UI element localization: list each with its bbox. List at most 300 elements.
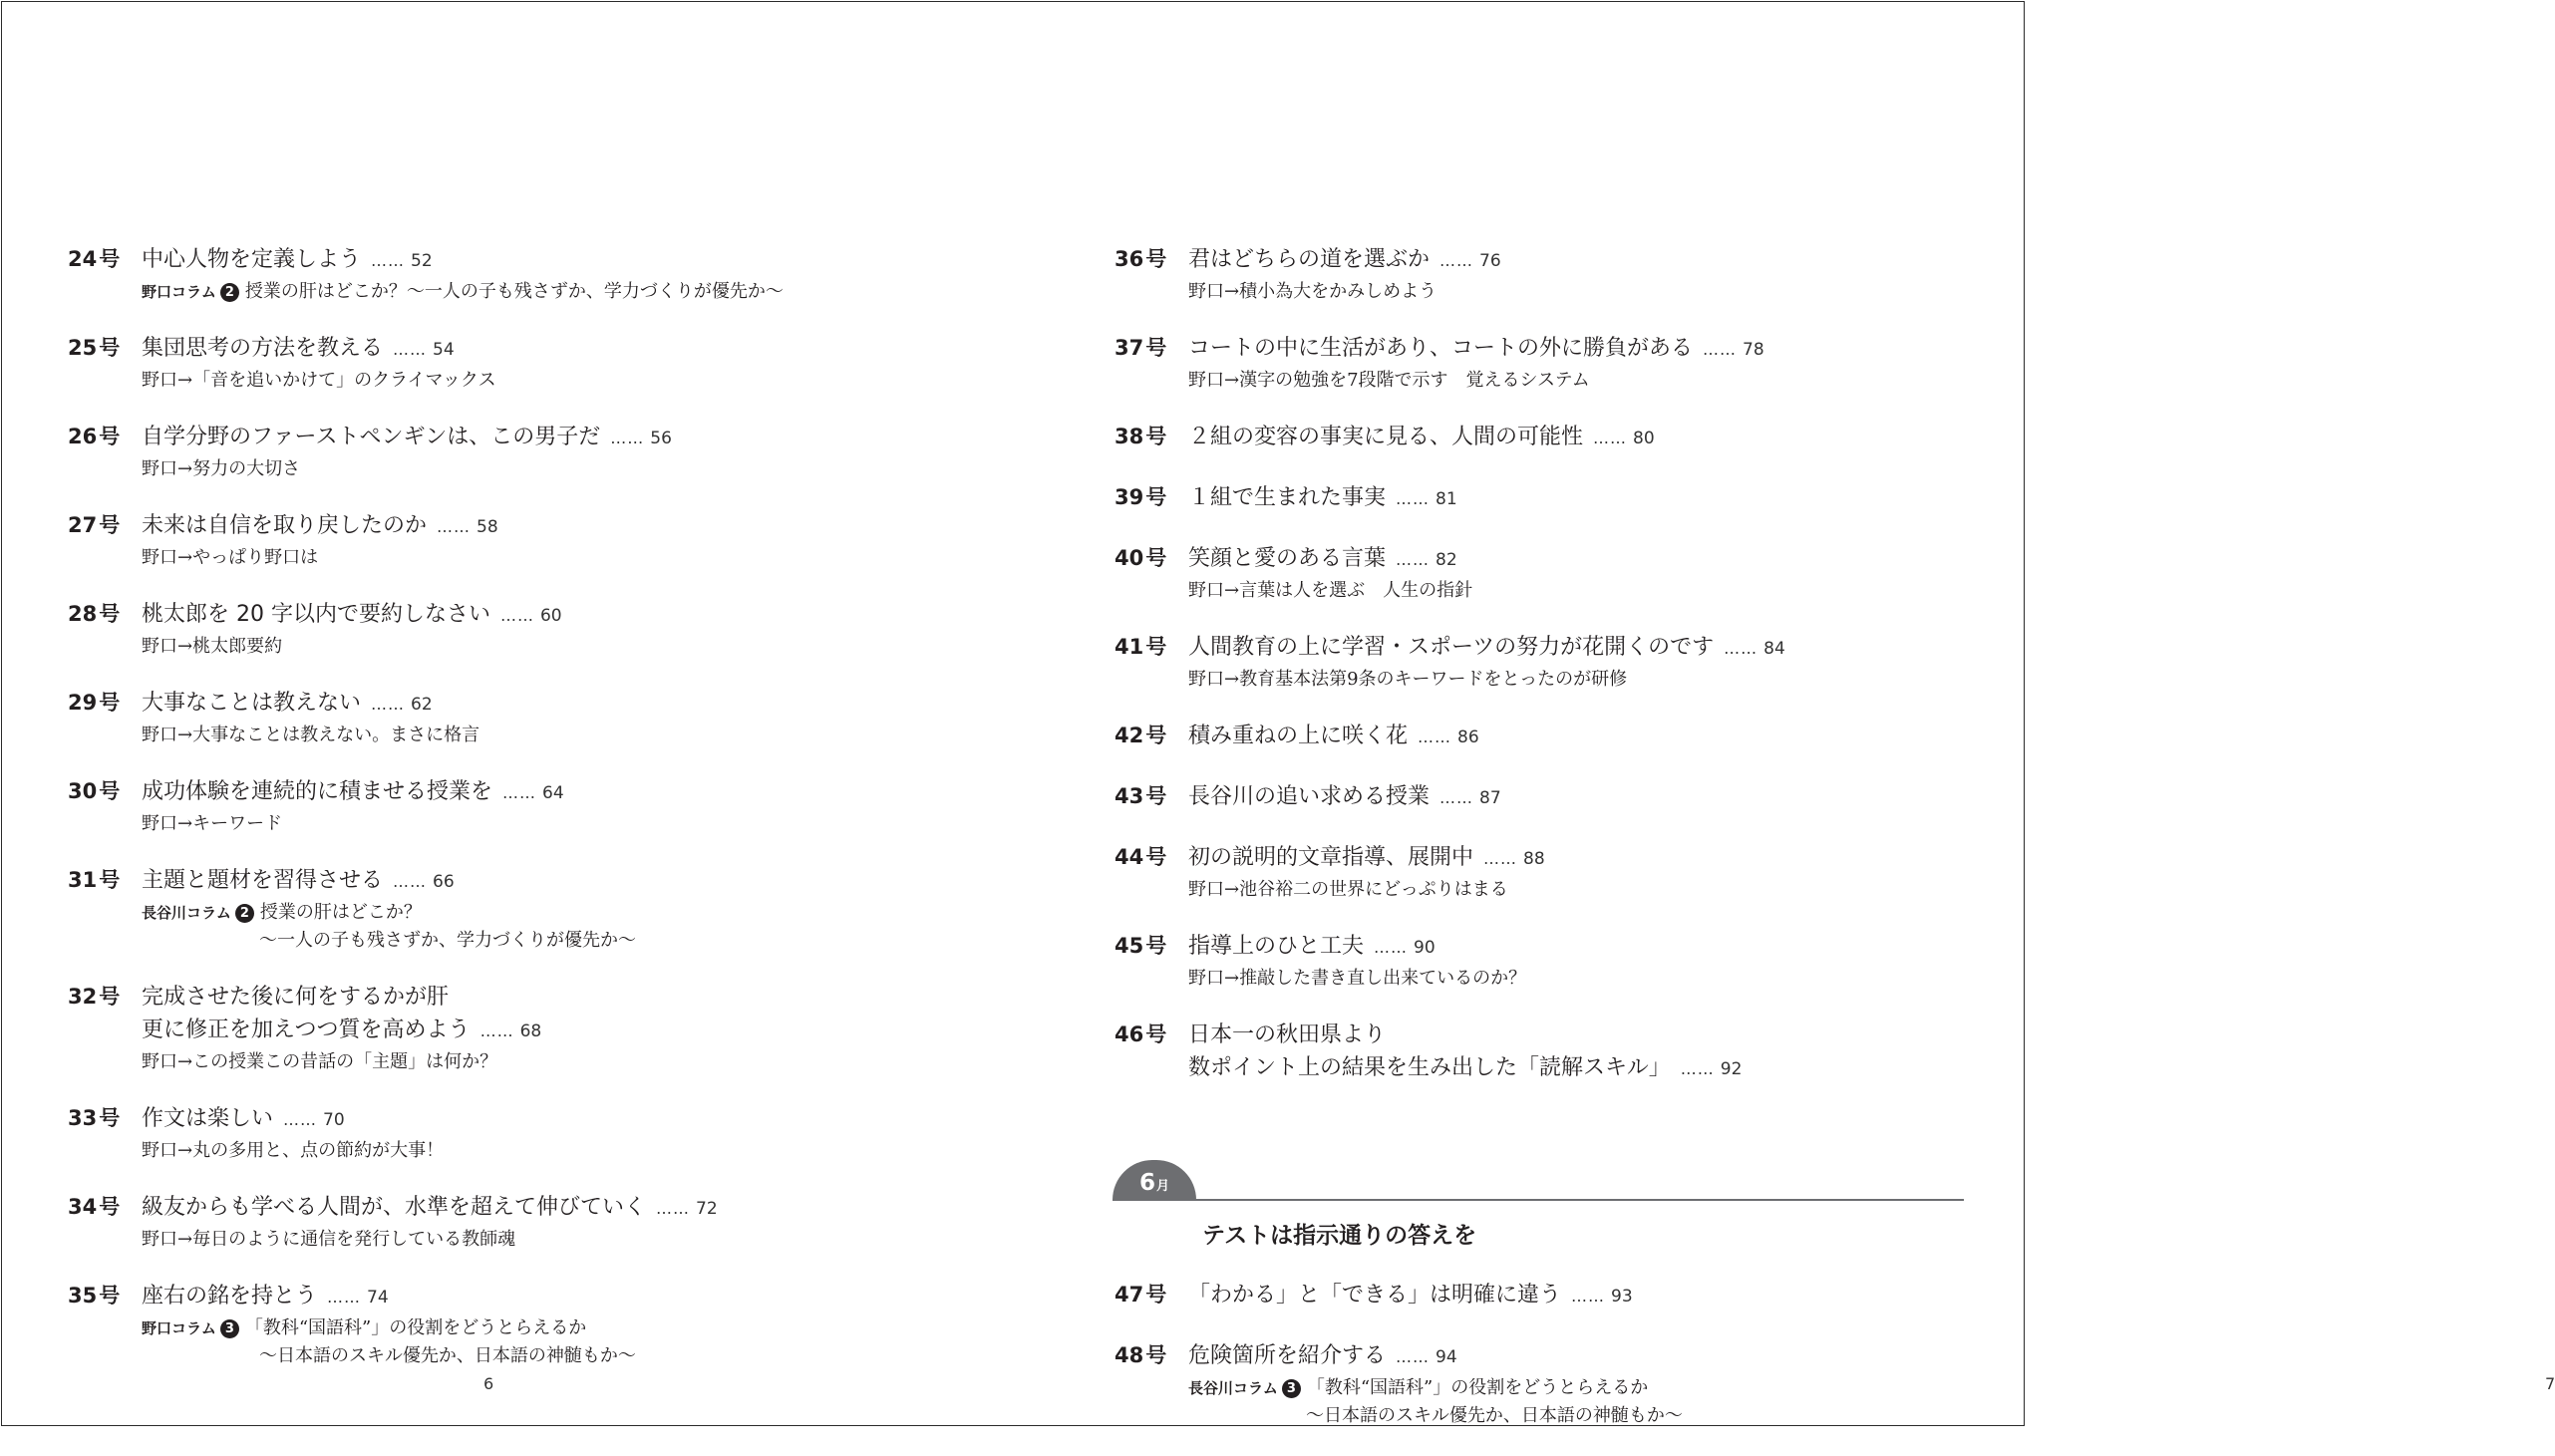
entry-note (1188, 278, 2012, 306)
month-number: 6 (1138, 1170, 1155, 1196)
issue-number (1115, 481, 1188, 514)
entry-page-ref (1473, 845, 1545, 870)
toc-entry-head (68, 981, 985, 1048)
entry-page-ref (1561, 1283, 1633, 1308)
issue-suffix: 号 (1145, 934, 1167, 958)
issue-suffix: 号 (1145, 845, 1167, 869)
toc-column-right (1115, 243, 2012, 1456)
entry-title-block (142, 1102, 345, 1137)
entry-title-block (1188, 243, 1501, 278)
entry-page-ref (1714, 635, 1785, 660)
issue-number (68, 775, 142, 808)
leader-dots: …… (437, 517, 472, 536)
issue-number (1115, 421, 1188, 453)
toc-entry-head (1115, 780, 2012, 815)
page-number: 52 (411, 251, 433, 271)
leader-dots: …… (502, 783, 537, 802)
entry-title-block (1188, 542, 1457, 577)
issue-number-value: 24 (68, 247, 98, 271)
leader-dots: …… (393, 340, 428, 359)
issue-number-value: 33 (68, 1106, 98, 1130)
leader-dots: …… (1483, 849, 1518, 868)
page-folio-right: 7 (2545, 1374, 2555, 1393)
toc-entry-head (1115, 1019, 2012, 1086)
issue-number (68, 332, 142, 365)
entry-page-ref (1386, 485, 1457, 510)
column-label: 野口コラム (142, 1319, 216, 1337)
issue-suffix: 号 (1145, 546, 1167, 570)
issue-number-value: 40 (1115, 546, 1144, 570)
month-title: テストは指示通りの答えを (1202, 1223, 1477, 1249)
note-text: 「教科“国語科”」の役割をどうとらえるか (244, 1317, 587, 1338)
page-number: 76 (1479, 251, 1501, 271)
issue-number-value: 26 (68, 425, 98, 448)
issue-suffix: 号 (1145, 485, 1167, 509)
toc-entry (1115, 1339, 2012, 1430)
entry-page-ref (361, 691, 433, 716)
issue-number (1115, 1339, 1188, 1372)
issue-number-value: 44 (1115, 845, 1144, 869)
leader-dots: …… (610, 429, 645, 447)
page-number: 74 (367, 1288, 389, 1308)
page-number: 68 (519, 1021, 542, 1041)
page-number: 66 (433, 872, 455, 892)
entry-title: 人間教育の上に学習・スポーツの努力が花開くのです …… 84 (1188, 635, 1785, 660)
entry-note (142, 810, 985, 838)
issue-suffix: 号 (1145, 1022, 1167, 1046)
entry-title-block (142, 243, 433, 278)
leader-dots: …… (1593, 429, 1628, 447)
issue-number-value: 32 (68, 985, 98, 1009)
toc-entry (68, 243, 985, 306)
entry-title-block (142, 509, 498, 544)
toc-entry (68, 509, 985, 572)
note-text: 野口→「音を追いかけて」のクライマックス (142, 370, 496, 391)
issue-suffix: 号 (1145, 635, 1167, 659)
leader-dots: …… (1396, 550, 1431, 569)
issue-number-value: 46 (1115, 1022, 1144, 1046)
entry-title: 君はどちらの道を選ぶか …… 76 (1188, 247, 1501, 272)
column-label: 長谷川コラム (1188, 1379, 1278, 1397)
toc-entry (1115, 243, 2012, 306)
month-divider (1113, 1199, 1964, 1201)
toc-entry (68, 332, 985, 395)
entry-title: 集団思考の方法を教える …… 54 (142, 336, 455, 361)
entry-title: 「わかる」と「できる」は明確に違う …… 93 (1188, 1283, 1633, 1308)
entry-note (1188, 666, 2012, 694)
entry-title: 笑顔と愛のある言葉 …… 82 (1188, 546, 1457, 571)
entry-title: コートの中に生活があり、コートの外に勝負がある …… 78 (1188, 336, 1764, 361)
issue-suffix: 号 (1145, 425, 1167, 448)
issue-number (1115, 930, 1188, 963)
leader-dots: …… (393, 872, 428, 891)
toc-entry (68, 687, 985, 749)
entry-title-block (1188, 1339, 1457, 1374)
issue-number (68, 864, 142, 897)
issue-number (68, 421, 142, 453)
page-number: 58 (477, 517, 498, 537)
note-text: 野口→キーワード (142, 813, 283, 834)
entry-page-ref (273, 1106, 345, 1131)
issue-number (1115, 1019, 1188, 1051)
entry-page-ref (383, 868, 455, 893)
issue-suffix: 号 (1145, 336, 1167, 360)
entry-title-block (1188, 481, 1457, 516)
entry-page-ref (490, 602, 562, 627)
toc-entry-head (1115, 1339, 2012, 1374)
issue-suffix: 号 (99, 1106, 121, 1130)
note-text: 野口→この授業この昔話の「主題」は何か？ (142, 1051, 498, 1072)
issue-number-value: 36 (1115, 247, 1144, 271)
issue-number-value: 39 (1115, 485, 1144, 509)
issue-suffix: 号 (1145, 784, 1167, 808)
entry-page-ref (471, 1018, 542, 1042)
month-unit: 月 (1156, 1179, 1170, 1194)
issue-number (68, 243, 142, 276)
issue-suffix: 号 (1145, 724, 1167, 747)
issue-suffix: 号 (1145, 1343, 1167, 1367)
note-text: 「教科“国語科”」の役割をどうとらえるか (1306, 1377, 1649, 1398)
issue-number-value: 42 (1115, 724, 1144, 747)
issue-number (1115, 841, 1188, 874)
entry-page-ref (383, 336, 455, 361)
entry-title: 長谷川の追い求める授業 …… 87 (1188, 784, 1501, 809)
issue-number-value: 31 (68, 868, 98, 892)
column-label: 長谷川コラム (142, 904, 231, 922)
toc-entry (1115, 1019, 2012, 1086)
issue-suffix: 号 (99, 691, 121, 715)
note-text-continued: 〜一人の子も残さずか、学力づくりが優先か〜 (259, 930, 636, 951)
entry-title: 級友からも学べる人間が、水準を超えて伸びていく …… 72 (142, 1195, 718, 1220)
page-number: 78 (1743, 340, 1764, 360)
toc-entry (68, 981, 985, 1076)
entry-note (142, 544, 985, 572)
entry-title-block (1188, 930, 1436, 965)
toc-entry (1115, 481, 2012, 516)
entry-title-line-2: 更に修正を加えつつ質を高めよう …… 68 (142, 1018, 542, 1042)
note-text: 授業の肝はどこか？ (259, 902, 422, 923)
page-number: 82 (1436, 550, 1457, 570)
toc-entry-head (1115, 481, 2012, 516)
leader-dots: …… (1374, 938, 1409, 957)
issue-number-value: 48 (1115, 1343, 1144, 1367)
issue-number-value: 29 (68, 691, 98, 715)
toc-entry (68, 421, 985, 483)
toc-entry-head (1115, 421, 2012, 455)
leader-dots: …… (479, 1021, 514, 1040)
entry-title: 主題と題材を習得させる …… 66 (142, 868, 455, 893)
issue-suffix: 号 (99, 985, 121, 1009)
toc-entry-head (68, 775, 985, 810)
circled-number-icon: 2 (220, 283, 239, 302)
leader-dots: …… (1439, 788, 1474, 807)
toc-entry (1115, 720, 2012, 754)
toc-entry (68, 598, 985, 661)
entry-title-block (142, 421, 672, 455)
column-label: 野口コラム (142, 283, 216, 301)
note-text: 野口→漢字の勉強を7段階で示す 覚えるシステム (1188, 370, 1590, 391)
page-number: 84 (1763, 639, 1785, 659)
entry-title: 日本一の秋田県より (1188, 1022, 1387, 1047)
leader-dots: …… (499, 606, 534, 625)
entry-note (1188, 577, 2012, 605)
issue-suffix: 号 (99, 1195, 121, 1219)
entry-page-ref (1430, 784, 1501, 809)
entry-page-ref (600, 425, 672, 449)
issue-number-value: 25 (68, 336, 98, 360)
toc-entry-head (68, 1191, 985, 1226)
entry-note (1188, 1374, 2012, 1430)
toc-entry (1115, 421, 2012, 455)
leader-dots: …… (1680, 1059, 1715, 1078)
issue-number (1115, 332, 1188, 365)
page-number: 86 (1457, 728, 1479, 747)
page-number: 60 (539, 606, 562, 626)
toc-entry (1115, 332, 2012, 395)
leader-dots: …… (1396, 1347, 1431, 1366)
toc-entry-head (1115, 631, 2012, 666)
entry-title-block (1188, 332, 1764, 367)
page-number: 90 (1414, 938, 1436, 958)
entry-page-ref (427, 513, 498, 538)
issue-number (68, 1191, 142, 1224)
issue-number-value: 47 (1115, 1283, 1144, 1307)
issue-suffix: 号 (1145, 247, 1167, 271)
page-folio-left: 6 (483, 1374, 494, 1393)
entry-page-ref (361, 247, 433, 272)
issue-suffix: 号 (99, 868, 121, 892)
note-text: 野口→桃太郎要約 (142, 636, 283, 657)
toc-entry-head (1115, 720, 2012, 754)
note-text: 野口→毎日のように通信を発行している教師魂 (142, 1229, 516, 1250)
entry-title: 成功体験を連続的に積ませる授業を …… 64 (142, 779, 564, 804)
toc-entry (1115, 1279, 2012, 1313)
entry-page-ref (1430, 247, 1501, 272)
issue-number (1115, 720, 1188, 752)
issue-suffix: 号 (99, 779, 121, 803)
entry-title-line-2: 数ポイント上の結果を生み出した「読解スキル」 …… 92 (1188, 1055, 1743, 1080)
issue-number-value: 30 (68, 779, 98, 803)
entry-page-ref (1386, 1343, 1457, 1368)
page-number: 62 (411, 695, 433, 715)
issue-number-value: 38 (1115, 425, 1144, 448)
entry-page-ref (1364, 934, 1436, 959)
entry-note (142, 722, 985, 749)
entry-title: 完成させた後に何をするかが肝 (142, 985, 450, 1010)
toc-entry (1115, 930, 2012, 993)
note-text-continued: 〜日本語のスキル優先か、日本語の神髄もか〜 (259, 1345, 636, 1366)
toc-entry-head (68, 1102, 985, 1137)
page-number: 88 (1523, 849, 1545, 869)
page-number: 92 (1720, 1059, 1743, 1079)
page-number: 93 (1611, 1287, 1633, 1307)
entry-page-ref (1693, 336, 1764, 361)
issue-number-value: 35 (68, 1284, 98, 1308)
entry-title-block (142, 1191, 718, 1226)
page-number: 72 (696, 1199, 718, 1219)
entry-title: 大事なことは教えない …… 62 (142, 691, 433, 716)
issue-suffix: 号 (99, 247, 121, 271)
toc-entry-head (68, 687, 985, 722)
toc-entry (68, 775, 985, 838)
page-number: 54 (433, 340, 455, 360)
entry-title: 積み重ねの上に咲く花 …… 86 (1188, 724, 1479, 748)
entry-title-block (142, 598, 562, 633)
issue-number (68, 981, 142, 1014)
entry-title: 未来は自信を取り戻したのか …… 58 (142, 513, 498, 538)
entry-note (142, 455, 985, 483)
leader-dots: …… (656, 1199, 691, 1218)
entry-note (1188, 965, 2012, 993)
entry-title-block (142, 1280, 389, 1314)
toc-entry-head (68, 1280, 985, 1314)
note-text: 野口→大事なことは教えない。まさに格言 (142, 725, 480, 745)
entry-note (142, 899, 985, 955)
entry-title: 桃太郎を 20 字以内で要約しなさい …… 60 (142, 602, 562, 627)
entry-title: １組で生まれた事実 …… 81 (1188, 485, 1457, 510)
note-text: 授業の肝はどこか？〜一人の子も残さずか、学力づくりが優先か〜 (244, 281, 784, 302)
entry-title-block (142, 864, 455, 899)
entry-page-ref (492, 779, 564, 804)
entry-title-block (1188, 780, 1501, 815)
toc-entry (1115, 780, 2012, 815)
toc-entry (1115, 631, 2012, 694)
leader-dots: …… (371, 695, 406, 714)
entry-title-block (1188, 421, 1655, 455)
entry-title: 座右の銘を持とう …… 74 (142, 1284, 389, 1309)
issue-number (1115, 1279, 1188, 1311)
toc-entry (68, 1280, 985, 1370)
leader-dots: …… (1703, 340, 1738, 359)
issue-number-value: 41 (1115, 635, 1144, 659)
issue-number (1115, 542, 1188, 575)
month-header (1113, 1160, 2012, 1210)
entry-title-block (1188, 720, 1479, 754)
entry-note (142, 367, 985, 395)
month-tab (1113, 1160, 1196, 1200)
toc-entry (1115, 841, 2012, 904)
note-text: 野口→言葉は人を選ぶ 人生の指針 (1188, 580, 1473, 601)
leader-dots: …… (327, 1288, 362, 1307)
entry-note (142, 1137, 985, 1165)
toc-entry (1115, 542, 2012, 605)
issue-suffix: 号 (99, 513, 121, 537)
entry-note (142, 278, 985, 306)
toc-entry (68, 1191, 985, 1254)
note-text-continued: 〜日本語のスキル優先か、日本語の神髄もか〜 (1306, 1405, 1683, 1426)
entry-title: 指導上のひと工夫 …… 90 (1188, 934, 1436, 959)
page-number: 94 (1436, 1347, 1457, 1367)
issue-number-value: 37 (1115, 336, 1144, 360)
entry-page-ref (1408, 724, 1479, 748)
left-page (0, 0, 1014, 1429)
leader-dots: …… (1571, 1287, 1606, 1306)
entry-title-block (1188, 1279, 1633, 1313)
page-number: 81 (1436, 489, 1457, 509)
leader-dots: …… (1439, 251, 1474, 270)
entry-title: 作文は楽しい …… 70 (142, 1106, 345, 1131)
issue-number-value: 43 (1115, 784, 1144, 808)
leader-dots: …… (371, 251, 406, 270)
issue-number (68, 509, 142, 542)
leader-dots: …… (283, 1110, 318, 1129)
issue-suffix: 号 (99, 1284, 121, 1308)
note-text: 野口→努力の大切さ (142, 458, 301, 479)
toc-entry-head (1115, 1279, 2012, 1313)
issue-number-value: 45 (1115, 934, 1144, 958)
leader-dots: …… (1396, 489, 1431, 508)
entry-note (142, 1048, 985, 1076)
issue-number (68, 687, 142, 720)
entry-page-ref (1583, 425, 1655, 449)
toc-entry-head (1115, 332, 2012, 367)
entry-title-block (142, 332, 455, 367)
note-text: 野口→丸の多用と、点の節約が大事！ (142, 1140, 445, 1161)
issue-number (68, 598, 142, 631)
toc-entry-head (68, 509, 985, 544)
page-number: 70 (323, 1110, 345, 1130)
issue-suffix: 号 (1145, 1283, 1167, 1307)
entry-page-ref (317, 1284, 389, 1309)
page-number: 87 (1479, 788, 1501, 808)
toc-entry-head (1115, 930, 2012, 965)
entry-title-block (142, 687, 433, 722)
toc-entry (68, 1102, 985, 1165)
toc-entry-head (1115, 841, 2012, 876)
entry-title-block (1188, 631, 1785, 666)
circled-number-icon: 3 (220, 1319, 239, 1338)
entry-title-block (1188, 1019, 1742, 1086)
page-number: 80 (1633, 429, 1655, 448)
issue-number-value: 27 (68, 513, 98, 537)
toc-entry-head (1115, 542, 2012, 577)
toc-entry (68, 864, 985, 955)
circled-number-icon: 3 (1282, 1379, 1301, 1398)
entry-page-ref (646, 1195, 718, 1220)
circled-number-icon: 2 (235, 904, 254, 923)
entry-note (1188, 367, 2012, 395)
note-text: 野口→やっぱり野口は (142, 547, 319, 568)
issue-suffix: 号 (99, 336, 121, 360)
right-page (1014, 0, 2555, 1429)
note-text: 野口→教育基本法第9条のキーワードをとったのが研修 (1188, 669, 1628, 690)
leader-dots: …… (1724, 639, 1758, 658)
toc-entry-head (1115, 243, 2012, 278)
toc-entry-head (68, 864, 985, 899)
issue-number-value: 28 (68, 602, 98, 626)
issue-number (68, 1102, 142, 1135)
entry-title: 自学分野のファーストペンギンは、この男子だ …… 56 (142, 425, 672, 449)
entry-title-block (1188, 841, 1545, 876)
toc-entry-head (68, 243, 985, 278)
page-number: 56 (650, 429, 672, 448)
issue-number (68, 1280, 142, 1312)
entry-note (1188, 876, 2012, 904)
leader-dots: …… (1418, 728, 1452, 746)
entry-title: 中心人物を定義しよう …… 52 (142, 247, 433, 272)
toc-entry-head (68, 332, 985, 367)
issue-number (1115, 631, 1188, 664)
toc-entry-head (68, 421, 985, 455)
entry-title-block (142, 775, 564, 810)
note-text: 野口→推敲した書き直し出来ているのか？ (1188, 968, 1527, 989)
entry-page-ref (1671, 1055, 1743, 1080)
issue-number (1115, 243, 1188, 276)
note-text: 野口→池谷裕二の世界にどっぷりはまる (1188, 879, 1508, 900)
entry-title: 初の説明的文章指導、展開中 …… 88 (1188, 845, 1545, 870)
toc-column-left (68, 243, 985, 1396)
page-number: 64 (542, 783, 564, 803)
